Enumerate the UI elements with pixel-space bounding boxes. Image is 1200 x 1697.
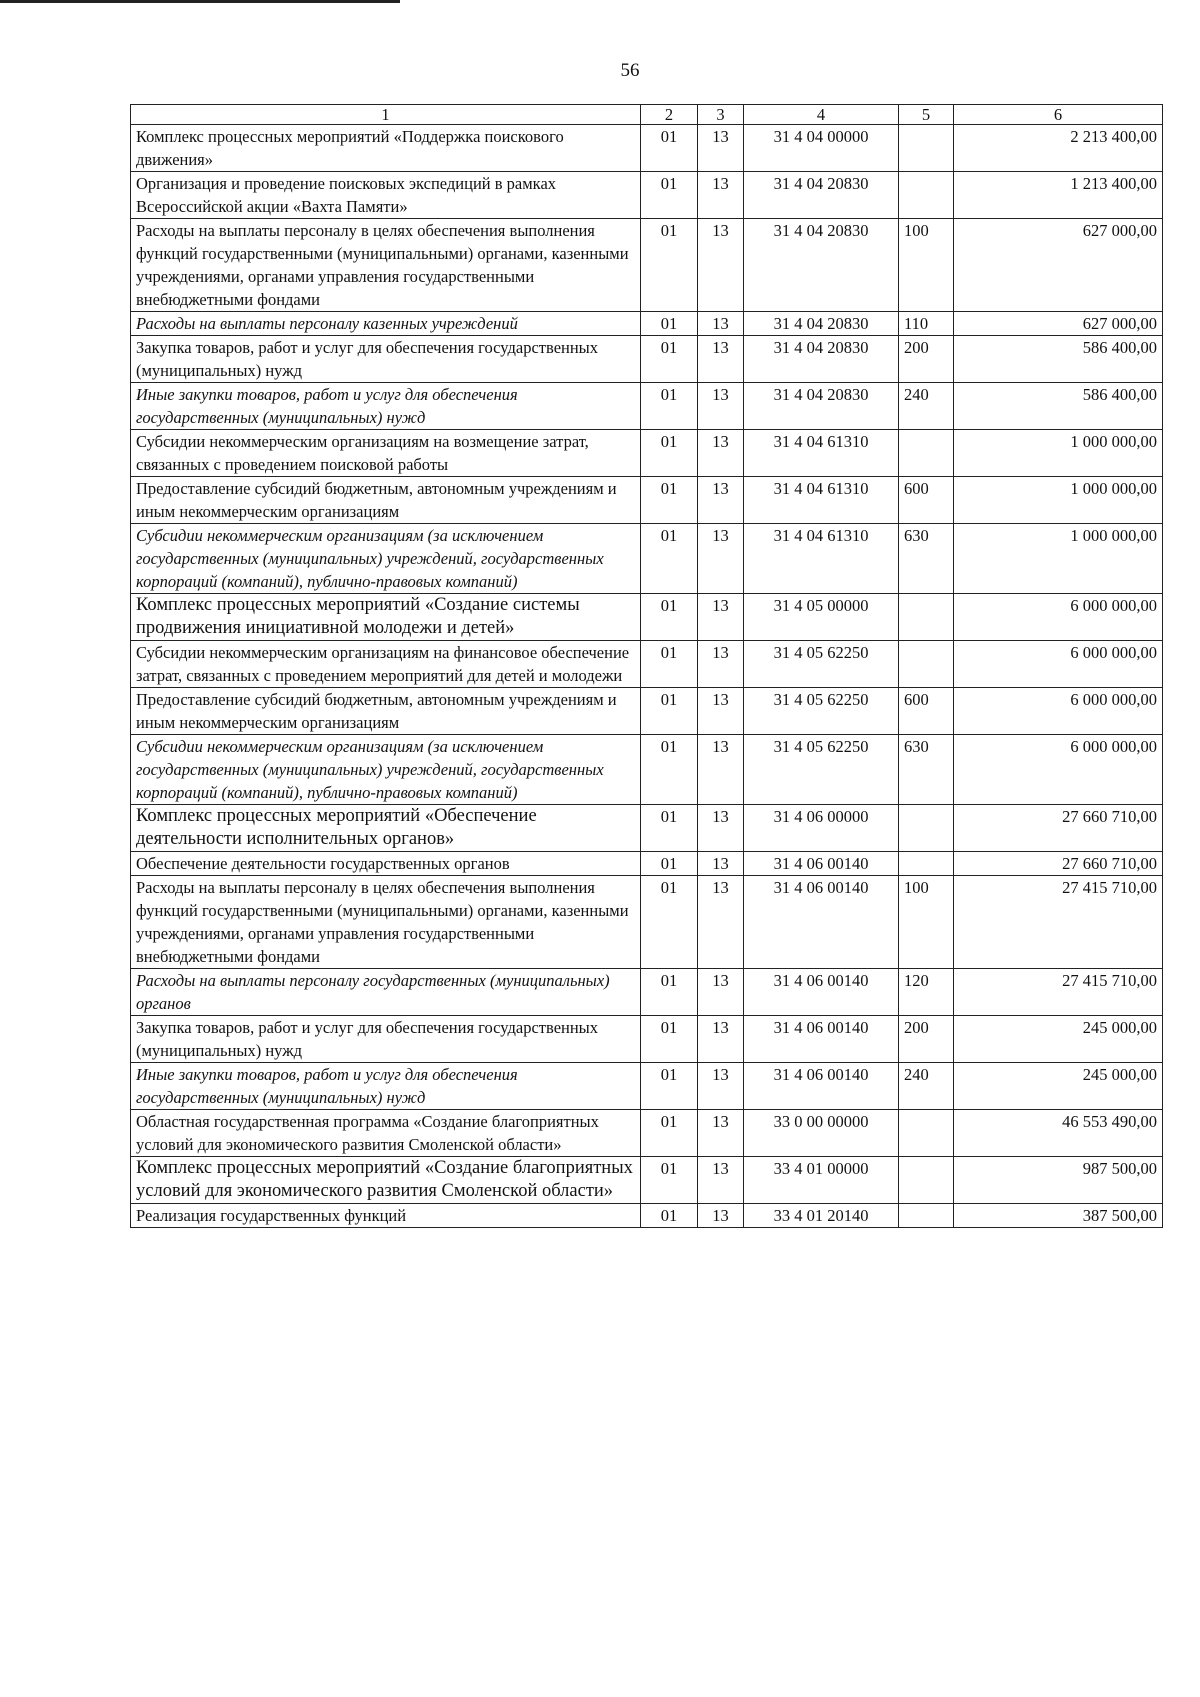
row-subsection-cell: 13 bbox=[698, 1204, 744, 1228]
row-amount-cell: 27 660 710,00 bbox=[954, 852, 1163, 876]
table-header-row bbox=[131, 105, 1163, 125]
row-expense-type-cell: 200 bbox=[899, 1016, 954, 1063]
header-col-1: 1 bbox=[131, 105, 641, 125]
row-subsection-cell: 13 bbox=[698, 1110, 744, 1157]
row-expense-type-cell bbox=[899, 1110, 954, 1157]
table-row bbox=[131, 1016, 1163, 1063]
row-subsection-cell: 13 bbox=[698, 876, 744, 969]
row-section-cell: 01 bbox=[641, 312, 698, 336]
row-subsection-cell: 13 bbox=[698, 641, 744, 688]
row-name-cell: Предоставление субсидий бюджетным, автономным учреждениям и иным некоммерческим организациям bbox=[131, 477, 641, 524]
row-section-cell: 01 bbox=[641, 1157, 698, 1204]
row-amount-cell: 627 000,00 bbox=[954, 219, 1163, 312]
row-section-cell: 01 bbox=[641, 219, 698, 312]
row-name-cell: Иные закупки товаров, работ и услуг для обеспечения государственных (муниципальных) нужд bbox=[131, 383, 641, 430]
row-name-cell: Субсидии некоммерческим организациям на финансовое обеспечение затрат, связанных с проведением мероприятий для детей и молодежи bbox=[131, 641, 641, 688]
row-name-cell: Комплекс процессных мероприятий «Создание системы продвижения инициативной молодежи и детей» bbox=[131, 594, 641, 641]
row-section-cell: 01 bbox=[641, 1110, 698, 1157]
header-col-4: 4 bbox=[744, 105, 899, 125]
row-target-code-cell: 31 4 04 20830 bbox=[744, 336, 899, 383]
row-amount-cell: 6 000 000,00 bbox=[954, 641, 1163, 688]
row-amount-cell: 245 000,00 bbox=[954, 1063, 1163, 1110]
row-subsection-cell: 13 bbox=[698, 312, 744, 336]
row-name-cell: Субсидии некоммерческим организациям на возмещение затрат, связанных с проведением поисковой работы bbox=[131, 430, 641, 477]
row-name-cell: Расходы на выплаты персоналу государственных (муниципальных) органов bbox=[131, 969, 641, 1016]
row-target-code-cell: 31 4 05 00000 bbox=[744, 594, 899, 641]
row-amount-cell: 6 000 000,00 bbox=[954, 594, 1163, 641]
table-row bbox=[131, 1063, 1163, 1110]
row-target-code-cell: 31 4 06 00140 bbox=[744, 1063, 899, 1110]
row-section-cell: 01 bbox=[641, 336, 698, 383]
row-expense-type-cell: 100 bbox=[899, 219, 954, 312]
row-section-cell: 01 bbox=[641, 594, 698, 641]
table-row bbox=[131, 430, 1163, 477]
row-subsection-cell: 13 bbox=[698, 219, 744, 312]
row-section-cell: 01 bbox=[641, 477, 698, 524]
table-row bbox=[131, 876, 1163, 969]
row-amount-cell: 2 213 400,00 bbox=[954, 125, 1163, 172]
row-section-cell: 01 bbox=[641, 1063, 698, 1110]
table-row bbox=[131, 383, 1163, 430]
row-name-cell: Закупка товаров, работ и услуг для обеспечения государственных (муниципальных) нужд bbox=[131, 336, 641, 383]
row-expense-type-cell: 600 bbox=[899, 477, 954, 524]
table-row bbox=[131, 477, 1163, 524]
row-target-code-cell: 33 4 01 00000 bbox=[744, 1157, 899, 1204]
row-target-code-cell: 31 4 05 62250 bbox=[744, 688, 899, 735]
row-section-cell: 01 bbox=[641, 876, 698, 969]
row-subsection-cell: 13 bbox=[698, 594, 744, 641]
table-body bbox=[131, 125, 1163, 1228]
row-expense-type-cell: 630 bbox=[899, 735, 954, 805]
row-target-code-cell: 31 4 04 61310 bbox=[744, 477, 899, 524]
row-amount-cell: 1 000 000,00 bbox=[954, 524, 1163, 594]
row-target-code-cell: 31 4 04 61310 bbox=[744, 430, 899, 477]
row-target-code-cell: 31 4 06 00140 bbox=[744, 1016, 899, 1063]
row-name-cell: Предоставление субсидий бюджетным, автономным учреждениям и иным некоммерческим организациям bbox=[131, 688, 641, 735]
row-amount-cell: 586 400,00 bbox=[954, 383, 1163, 430]
row-subsection-cell: 13 bbox=[698, 430, 744, 477]
row-amount-cell: 1 000 000,00 bbox=[954, 477, 1163, 524]
header-col-6: 6 bbox=[954, 105, 1163, 125]
row-subsection-cell: 13 bbox=[698, 805, 744, 852]
table-row bbox=[131, 805, 1163, 852]
row-name-cell: Субсидии некоммерческим организациям (за исключением государственных (муниципальных) учреждений, государственных корпораций (компаний), публично-правовых компаний) bbox=[131, 735, 641, 805]
table-row bbox=[131, 735, 1163, 805]
row-section-cell: 01 bbox=[641, 969, 698, 1016]
row-expense-type-cell bbox=[899, 594, 954, 641]
row-subsection-cell: 13 bbox=[698, 1157, 744, 1204]
table-row bbox=[131, 1110, 1163, 1157]
row-name-cell: Областная государственная программа «Создание благоприятных условий для экономического развития Смоленской области» bbox=[131, 1110, 641, 1157]
row-amount-cell: 27 415 710,00 bbox=[954, 876, 1163, 969]
row-name-cell: Комплекс процессных мероприятий «Создание благоприятных условий для экономического развития Смоленской области» bbox=[131, 1157, 641, 1204]
row-section-cell: 01 bbox=[641, 1204, 698, 1228]
row-subsection-cell: 13 bbox=[698, 1016, 744, 1063]
row-subsection-cell: 13 bbox=[698, 125, 744, 172]
row-amount-cell: 6 000 000,00 bbox=[954, 688, 1163, 735]
row-amount-cell: 1 213 400,00 bbox=[954, 172, 1163, 219]
row-subsection-cell: 13 bbox=[698, 688, 744, 735]
row-target-code-cell: 31 4 06 00140 bbox=[744, 876, 899, 969]
table-row bbox=[131, 219, 1163, 312]
row-subsection-cell: 13 bbox=[698, 735, 744, 805]
header-col-3: 3 bbox=[698, 105, 744, 125]
page-number: 56 bbox=[620, 60, 640, 81]
table-row bbox=[131, 172, 1163, 219]
row-section-cell: 01 bbox=[641, 125, 698, 172]
row-expense-type-cell: 240 bbox=[899, 1063, 954, 1110]
row-amount-cell: 245 000,00 bbox=[954, 1016, 1163, 1063]
row-amount-cell: 1 000 000,00 bbox=[954, 430, 1163, 477]
row-amount-cell: 586 400,00 bbox=[954, 336, 1163, 383]
table-row bbox=[131, 852, 1163, 876]
row-section-cell: 01 bbox=[641, 524, 698, 594]
row-subsection-cell: 13 bbox=[698, 969, 744, 1016]
row-subsection-cell: 13 bbox=[698, 383, 744, 430]
row-section-cell: 01 bbox=[641, 852, 698, 876]
table-row bbox=[131, 594, 1163, 641]
row-expense-type-cell: 200 bbox=[899, 336, 954, 383]
table-row bbox=[131, 336, 1163, 383]
header-col-2: 2 bbox=[641, 105, 698, 125]
table-row bbox=[131, 312, 1163, 336]
row-section-cell: 01 bbox=[641, 172, 698, 219]
row-expense-type-cell bbox=[899, 1204, 954, 1228]
table-row bbox=[131, 688, 1163, 735]
row-expense-type-cell: 240 bbox=[899, 383, 954, 430]
row-name-cell: Комплекс процессных мероприятий «Поддержка поискового движения» bbox=[131, 125, 641, 172]
row-name-cell: Обеспечение деятельности государственных органов bbox=[131, 852, 641, 876]
row-target-code-cell: 33 0 00 00000 bbox=[744, 1110, 899, 1157]
table-row bbox=[131, 641, 1163, 688]
row-section-cell: 01 bbox=[641, 1016, 698, 1063]
row-section-cell: 01 bbox=[641, 430, 698, 477]
row-expense-type-cell: 600 bbox=[899, 688, 954, 735]
row-subsection-cell: 13 bbox=[698, 1063, 744, 1110]
row-name-cell: Расходы на выплаты персоналу в целях обеспечения выполнения функций государственными (муниципальными) органами, казенными учреждениями, органами управления государственными внебюджетными фондами bbox=[131, 219, 641, 312]
row-expense-type-cell bbox=[899, 1157, 954, 1204]
row-name-cell: Субсидии некоммерческим организациям (за исключением государственных (муниципальных) учреждений, государственных корпораций (компаний), публично-правовых компаний) bbox=[131, 524, 641, 594]
row-target-code-cell: 31 4 04 20830 bbox=[744, 219, 899, 312]
row-target-code-cell: 31 4 06 00140 bbox=[744, 969, 899, 1016]
table-row bbox=[131, 969, 1163, 1016]
row-expense-type-cell bbox=[899, 641, 954, 688]
table-row bbox=[131, 1157, 1163, 1204]
row-name-cell: Закупка товаров, работ и услуг для обеспечения государственных (муниципальных) нужд bbox=[131, 1016, 641, 1063]
row-target-code-cell: 31 4 04 20830 bbox=[744, 383, 899, 430]
table-row bbox=[131, 524, 1163, 594]
row-section-cell: 01 bbox=[641, 735, 698, 805]
row-expense-type-cell: 110 bbox=[899, 312, 954, 336]
row-amount-cell: 6 000 000,00 bbox=[954, 735, 1163, 805]
row-target-code-cell: 33 4 01 20140 bbox=[744, 1204, 899, 1228]
row-subsection-cell: 13 bbox=[698, 852, 744, 876]
row-section-cell: 01 bbox=[641, 641, 698, 688]
budget-table bbox=[130, 104, 1163, 1228]
row-amount-cell: 627 000,00 bbox=[954, 312, 1163, 336]
row-target-code-cell: 31 4 06 00140 bbox=[744, 852, 899, 876]
row-expense-type-cell bbox=[899, 852, 954, 876]
table-row bbox=[131, 1204, 1163, 1228]
row-target-code-cell: 31 4 05 62250 bbox=[744, 641, 899, 688]
row-amount-cell: 987 500,00 bbox=[954, 1157, 1163, 1204]
row-name-cell: Расходы на выплаты персоналу казенных учреждений bbox=[131, 312, 641, 336]
row-name-cell: Реализация государственных функций bbox=[131, 1204, 641, 1228]
top-border-line bbox=[0, 0, 400, 3]
row-subsection-cell: 13 bbox=[698, 477, 744, 524]
row-target-code-cell: 31 4 04 00000 bbox=[744, 125, 899, 172]
row-amount-cell: 27 415 710,00 bbox=[954, 969, 1163, 1016]
row-expense-type-cell: 100 bbox=[899, 876, 954, 969]
row-target-code-cell: 31 4 06 00000 bbox=[744, 805, 899, 852]
row-target-code-cell: 31 4 04 20830 bbox=[744, 172, 899, 219]
row-name-cell: Комплекс процессных мероприятий «Обеспечение деятельности исполнительных органов» bbox=[131, 805, 641, 852]
row-expense-type-cell bbox=[899, 805, 954, 852]
row-amount-cell: 387 500,00 bbox=[954, 1204, 1163, 1228]
row-expense-type-cell bbox=[899, 125, 954, 172]
row-name-cell: Организация и проведение поисковых экспедиций в рамках Всероссийской акции «Вахта Памяти» bbox=[131, 172, 641, 219]
row-target-code-cell: 31 4 04 20830 bbox=[744, 312, 899, 336]
row-name-cell: Иные закупки товаров, работ и услуг для обеспечения государственных (муниципальных) нужд bbox=[131, 1063, 641, 1110]
row-target-code-cell: 31 4 04 61310 bbox=[744, 524, 899, 594]
row-subsection-cell: 13 bbox=[698, 336, 744, 383]
row-amount-cell: 46 553 490,00 bbox=[954, 1110, 1163, 1157]
row-section-cell: 01 bbox=[641, 805, 698, 852]
row-subsection-cell: 13 bbox=[698, 172, 744, 219]
row-name-cell: Расходы на выплаты персоналу в целях обеспечения выполнения функций государственными (муниципальными) органами, казенными учреждениями, органами управления государственными внебюджетными фондами bbox=[131, 876, 641, 969]
row-amount-cell: 27 660 710,00 bbox=[954, 805, 1163, 852]
row-expense-type-cell bbox=[899, 172, 954, 219]
row-target-code-cell: 31 4 05 62250 bbox=[744, 735, 899, 805]
table-row bbox=[131, 125, 1163, 172]
row-expense-type-cell: 630 bbox=[899, 524, 954, 594]
row-section-cell: 01 bbox=[641, 688, 698, 735]
header-col-5: 5 bbox=[899, 105, 954, 125]
row-section-cell: 01 bbox=[641, 383, 698, 430]
row-subsection-cell: 13 bbox=[698, 524, 744, 594]
row-expense-type-cell: 120 bbox=[899, 969, 954, 1016]
row-expense-type-cell bbox=[899, 430, 954, 477]
